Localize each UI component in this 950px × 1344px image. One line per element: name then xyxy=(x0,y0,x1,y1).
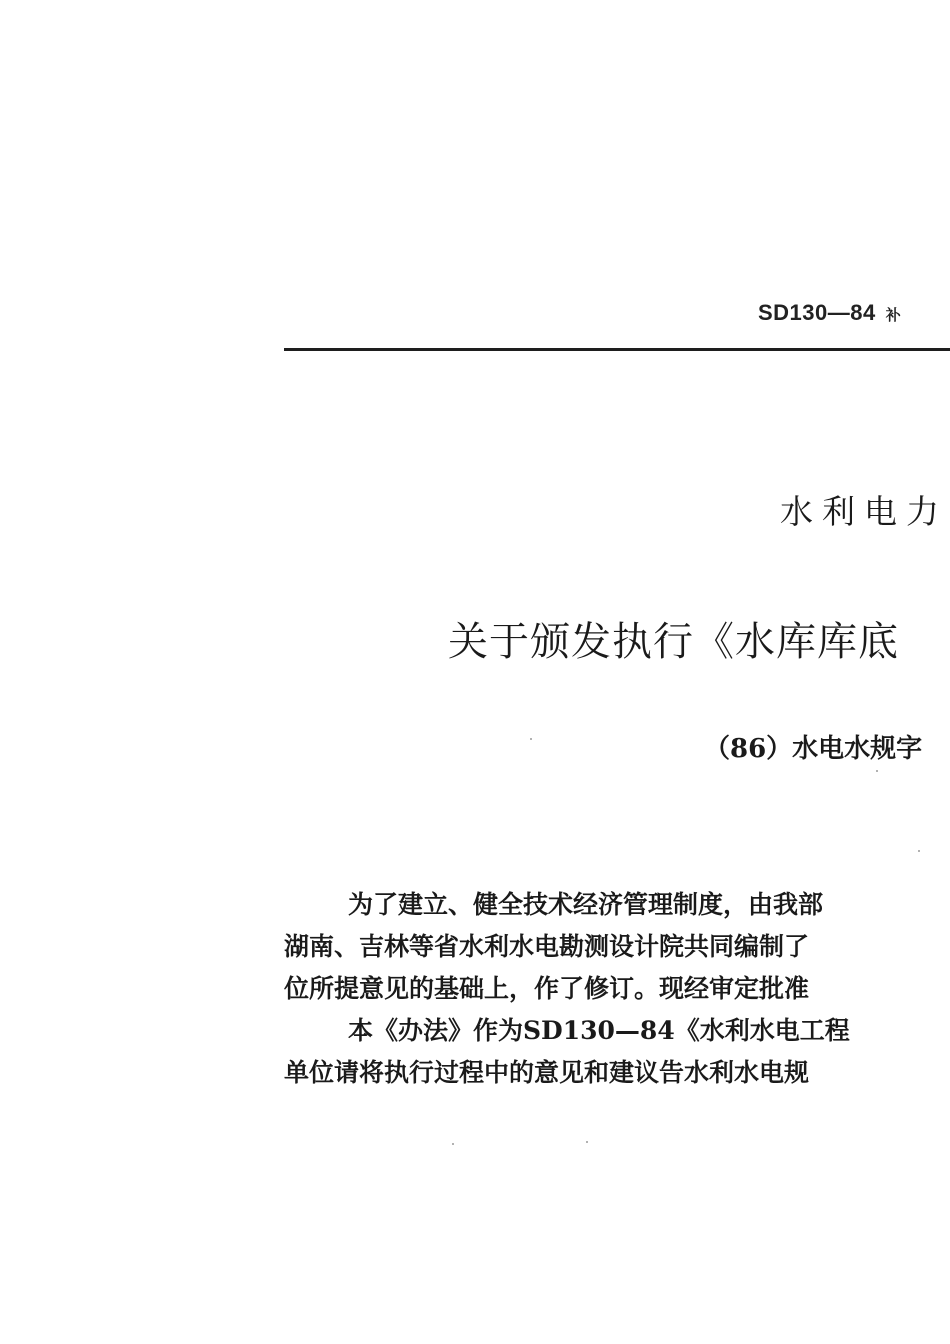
body-line: 为了建立、健全技术经济管理制度，由我部 xyxy=(348,890,824,919)
standard-code: SD130—84 xyxy=(758,300,876,325)
body-line: 单位请将执行过程中的意见和建议告水利水电规 xyxy=(284,1058,810,1087)
issuing-organization: 水利电力 xyxy=(780,492,948,531)
document-number: （86）水电水规字 xyxy=(704,734,923,764)
scan-speck xyxy=(530,738,532,740)
body-line: 位所提意见的基础上，作了修订。现经审定批准 xyxy=(284,974,810,1003)
scan-speck xyxy=(918,850,920,852)
body-text xyxy=(284,884,950,1094)
scan-speck xyxy=(876,770,878,772)
standard-code-header xyxy=(758,300,901,326)
header-rule xyxy=(284,348,950,351)
scan-speck xyxy=(452,1143,454,1145)
body-line: 湖南、吉林等省水利水电勘测设计院共同编制了 xyxy=(284,932,810,961)
standard-code-suffix: 补 xyxy=(885,307,902,324)
body-line: 本《办法》作为SD130—84《水利水电工程 xyxy=(348,1016,850,1045)
document-title: 关于颁发执行《水库库底 xyxy=(448,619,899,665)
scan-speck xyxy=(586,1141,588,1143)
